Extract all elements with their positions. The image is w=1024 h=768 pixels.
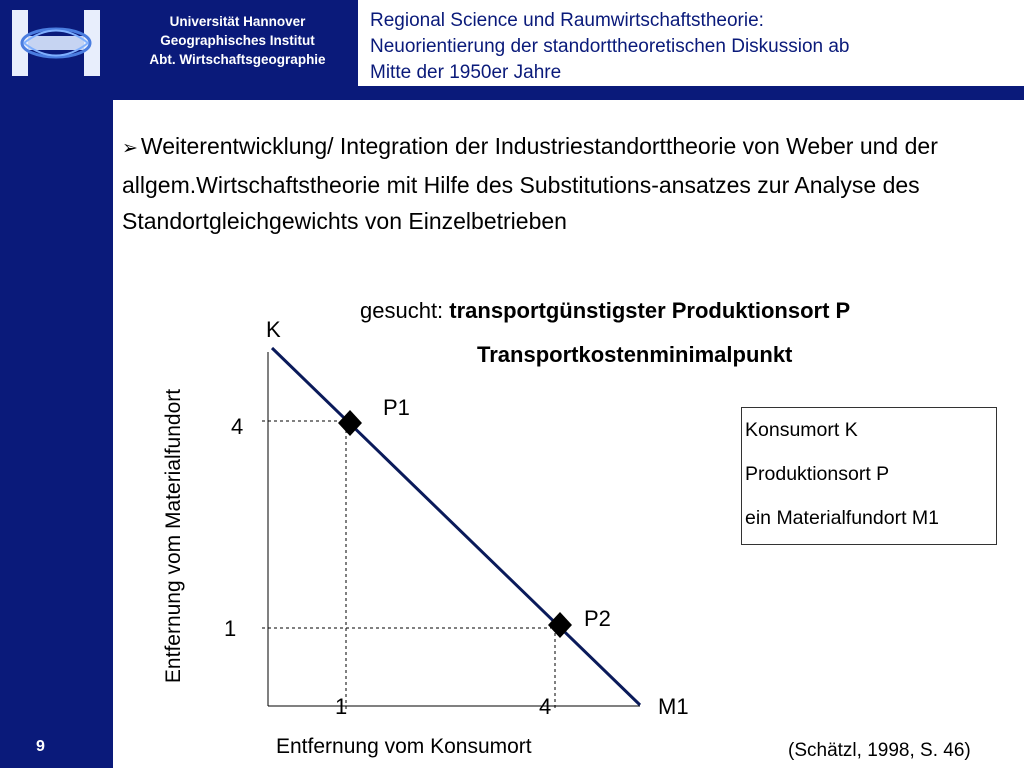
- institution-line-1: Universität Hannover: [169, 14, 306, 29]
- legend-item-produktionsort: Produktionsort P: [745, 463, 890, 485]
- y-axis-title: Entfernung vom Materialfundort: [162, 388, 185, 684]
- x-axis-title: Entfernung vom Konsumort: [276, 735, 532, 758]
- sought-target: transportgünstigster Produktionsort P: [449, 298, 851, 323]
- route-line: [272, 348, 640, 705]
- title-line-2: Neuorientierung der standorttheoretischen Diskussion ab: [370, 36, 850, 57]
- page-number: 9: [36, 738, 45, 755]
- legend-item-konsumort: Konsumort K: [745, 419, 858, 441]
- y-tick-4: 4: [231, 414, 244, 439]
- legend-item-materialfundort: ein Materialfundort M1: [745, 507, 940, 529]
- label-p1: P1: [383, 395, 410, 420]
- label-m1: M1: [658, 694, 689, 719]
- label-p2: P2: [584, 606, 611, 631]
- title-line-3: Mitte der 1950er Jahre: [370, 62, 562, 83]
- institution-line-3: Abt. Wirtschaftsgeographie: [149, 52, 326, 67]
- y-tick-1: 1: [224, 616, 237, 641]
- x-tick-4: 4: [539, 694, 552, 719]
- citation: (Schätzl, 1998, S. 46): [788, 740, 971, 761]
- sought-prefix: gesucht:: [360, 298, 450, 323]
- label-k: K: [266, 317, 281, 342]
- x-tick-1: 1: [335, 694, 348, 719]
- bullet-text: Weiterentwicklung/ Integration der Industriestandorttheorie von Weber und der allgem.Wirtschaftstheorie mit Hilfe des Substitutions-ansatzes zur Analyse des Standortgleichgewichts von Einzelbetrieben: [122, 133, 938, 234]
- title-line-1: Regional Science und Raumwirtschaftstheorie:: [370, 10, 764, 31]
- bullet-arrow-icon: ➢: [122, 138, 138, 159]
- legend-box: [741, 407, 997, 545]
- minimum-point-label: Transportkostenminimalpunkt: [477, 342, 793, 367]
- institution-line-2: Geographisches Institut: [160, 33, 315, 48]
